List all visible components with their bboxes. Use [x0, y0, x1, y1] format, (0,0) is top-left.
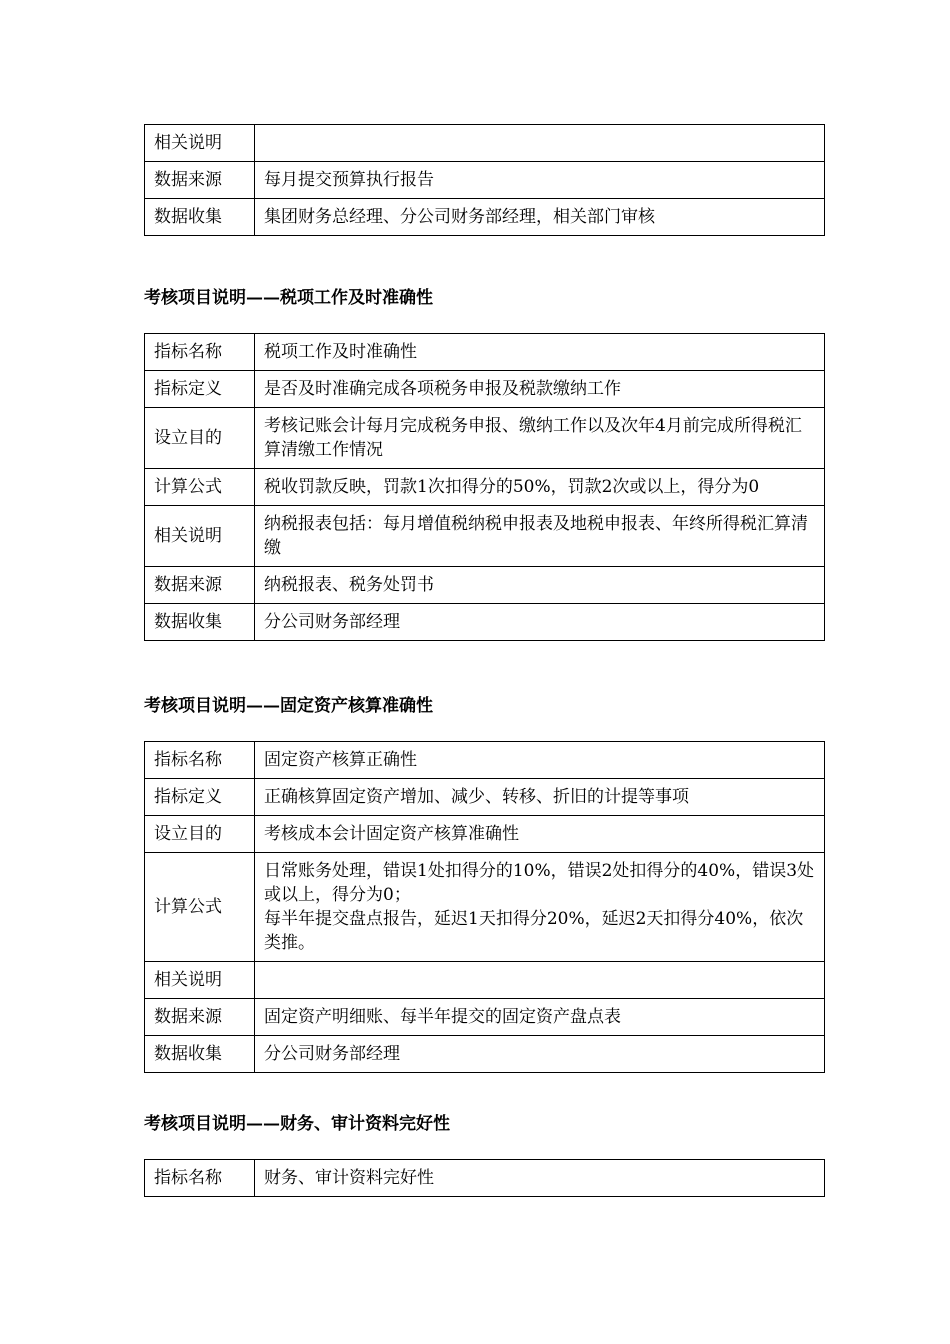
row-label: 指标名称 [145, 334, 255, 371]
row-label: 相关说明 [145, 962, 255, 999]
row-value [255, 853, 825, 962]
row-value: 分公司财务部经理 [255, 1036, 825, 1073]
table-row [145, 371, 825, 408]
row-value: 税项工作及时准确性 [255, 334, 825, 371]
row-label: 相关说明 [145, 506, 255, 567]
row-label: 指标定义 [145, 779, 255, 816]
section-heading-tax: 考核项目说明——税项工作及时准确性 [144, 288, 433, 308]
table-row [145, 1036, 825, 1073]
row-value: 集团财务总经理、分公司财务部经理，相关部门审核 [255, 199, 825, 236]
table-row [145, 408, 825, 469]
formula-line: 每半年提交盘点报告，延迟1天扣得分20%，延迟2天扣得分40%，依次类推。 [264, 909, 804, 953]
table-row [145, 779, 825, 816]
table-row [145, 162, 825, 199]
row-value [255, 962, 825, 999]
row-value [255, 125, 825, 162]
row-value: 考核记账会计每月完成税务申报、缴纳工作以及次年4月前完成所得税汇算清缴工作情况 [255, 408, 825, 469]
table-row [145, 1160, 825, 1197]
row-value: 固定资产核算正确性 [255, 742, 825, 779]
row-label: 设立目的 [145, 408, 255, 469]
row-value: 纳税报表、税务处罚书 [255, 567, 825, 604]
row-value: 正确核算固定资产增加、减少、转移、折旧的计提等事项 [255, 779, 825, 816]
table-row [145, 125, 825, 162]
table-row [145, 853, 825, 962]
row-value: 固定资产明细账、每半年提交的固定资产盘点表 [255, 999, 825, 1036]
row-label: 指标名称 [145, 742, 255, 779]
row-value: 每月提交预算执行报告 [255, 162, 825, 199]
table-row [145, 999, 825, 1036]
table-row [145, 469, 825, 506]
table-tax [144, 333, 825, 641]
table-audit [144, 1159, 825, 1197]
row-label: 相关说明 [145, 125, 255, 162]
section-heading-audit: 考核项目说明——财务、审计资料完好性 [144, 1114, 450, 1134]
row-label: 指标定义 [145, 371, 255, 408]
row-label: 数据来源 [145, 567, 255, 604]
row-value: 考核成本会计固定资产核算准确性 [255, 816, 825, 853]
row-label: 数据来源 [145, 162, 255, 199]
row-label: 数据收集 [145, 604, 255, 641]
table-row [145, 199, 825, 236]
table-row [145, 334, 825, 371]
table-row [145, 962, 825, 999]
table-row [145, 816, 825, 853]
table-row [145, 604, 825, 641]
row-value: 分公司财务部经理 [255, 604, 825, 641]
section-heading-fixed-assets: 考核项目说明——固定资产核算准确性 [144, 696, 433, 716]
row-value: 纳税报表包括：每月增值税纳税申报表及地税申报表、年终所得税汇算清缴 [255, 506, 825, 567]
row-label: 指标名称 [145, 1160, 255, 1197]
table-row [145, 742, 825, 779]
row-label: 设立目的 [145, 816, 255, 853]
row-label: 计算公式 [145, 469, 255, 506]
row-label: 数据收集 [145, 199, 255, 236]
row-label: 计算公式 [145, 853, 255, 962]
row-value: 税收罚款反映，罚款1次扣得分的50%，罚款2次或以上，得分为0 [255, 469, 825, 506]
row-label: 数据来源 [145, 999, 255, 1036]
row-value: 是否及时准确完成各项税务申报及税款缴纳工作 [255, 371, 825, 408]
formula-line: 日常账务处理，错误1处扣得分的10%，错误2处扣得分的40%，错误3处或以上，得分为0； [264, 861, 815, 905]
table-fixed-assets [144, 741, 825, 1073]
row-label: 数据收集 [145, 1036, 255, 1073]
table-row [145, 567, 825, 604]
table-row [145, 506, 825, 567]
row-value: 财务、审计资料完好性 [255, 1160, 825, 1197]
table-budget-continued [144, 124, 825, 236]
